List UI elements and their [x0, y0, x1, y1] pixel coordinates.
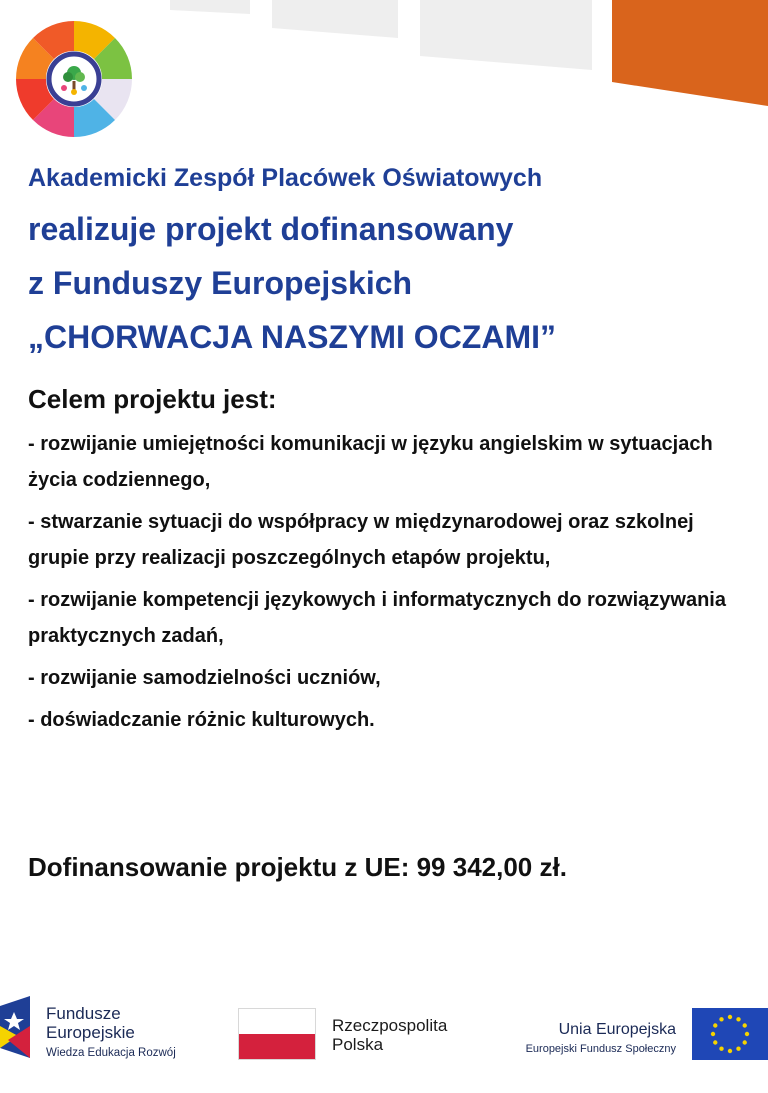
ue-line-1: Unia Europejska [558, 1021, 676, 1038]
fe-line-3: Wiedza Edukacja Rozwój [46, 1047, 176, 1059]
header-line-2: realizuje projekt dofinansowany [28, 211, 514, 247]
eu-star [745, 1032, 749, 1036]
project-title: „CHORWACJA NASZYMI OCZAMI” [28, 319, 556, 355]
funding-amount: Dofinansowanie projektu z UE: 99 342,00 zł. [28, 852, 567, 882]
polish-flag-icon [238, 1008, 316, 1060]
eu-star [736, 1047, 740, 1051]
eu-star [713, 1040, 717, 1044]
goal-item: - stwarzanie sytuacji do współpracy w międzynarodowej oraz szkolnej grupie przy realizacji poszczególnych etapów projektu, [28, 511, 694, 569]
deco-gray-1 [170, 0, 250, 14]
eu-star [719, 1047, 723, 1051]
goal-item: - doświadczanie różnic kulturowych. [28, 709, 375, 731]
institution-name: Akademicki Zespół Placówek Oświatowych [28, 164, 543, 192]
goal-item: - rozwijanie samodzielności uczniów, [28, 667, 381, 689]
deco-orange [612, 0, 768, 106]
deco-gray-2 [272, 0, 398, 38]
fe-line-2: Europejskie [46, 1023, 135, 1042]
fe-line-1: Fundusze [46, 1004, 121, 1023]
eu-star [743, 1040, 747, 1044]
goals-section [28, 382, 748, 744]
deco-gray-3 [420, 0, 592, 70]
project-header [28, 160, 748, 364]
rp-line-2: Polska [332, 1035, 384, 1054]
goal-item: - rozwijanie kompetencji językowych i informatycznych do rozwiązywania praktycznych zadań, [28, 589, 726, 647]
header-line-3: z Funduszy Europejskich [28, 265, 413, 301]
eu-star [728, 1015, 732, 1019]
eu-star [711, 1032, 715, 1036]
rzeczpospolita-polska-text [332, 1016, 447, 1054]
eu-flag-icon [692, 1008, 768, 1060]
ue-line-2: Europejski Fundusz Społeczny [525, 1043, 676, 1055]
eu-star [719, 1017, 723, 1021]
footer-logos [0, 990, 768, 1093]
fundusze-europejskie-logo-icon [0, 996, 36, 1058]
goals-title: Celem projektu jest: [28, 384, 277, 414]
eu-star [713, 1023, 717, 1027]
fundusze-europejskie-text [46, 1004, 176, 1062]
goal-item: - rozwijanie umiejętności komunikacji w języku angielskim w sytuacjach życia codziennego, [28, 433, 713, 491]
rp-line-1: Rzeczpospolita [332, 1016, 448, 1035]
eu-star [743, 1023, 747, 1027]
eu-star [736, 1017, 740, 1021]
school-logo [12, 18, 136, 140]
unia-europejska-text [512, 1020, 676, 1058]
eu-star [728, 1049, 732, 1053]
